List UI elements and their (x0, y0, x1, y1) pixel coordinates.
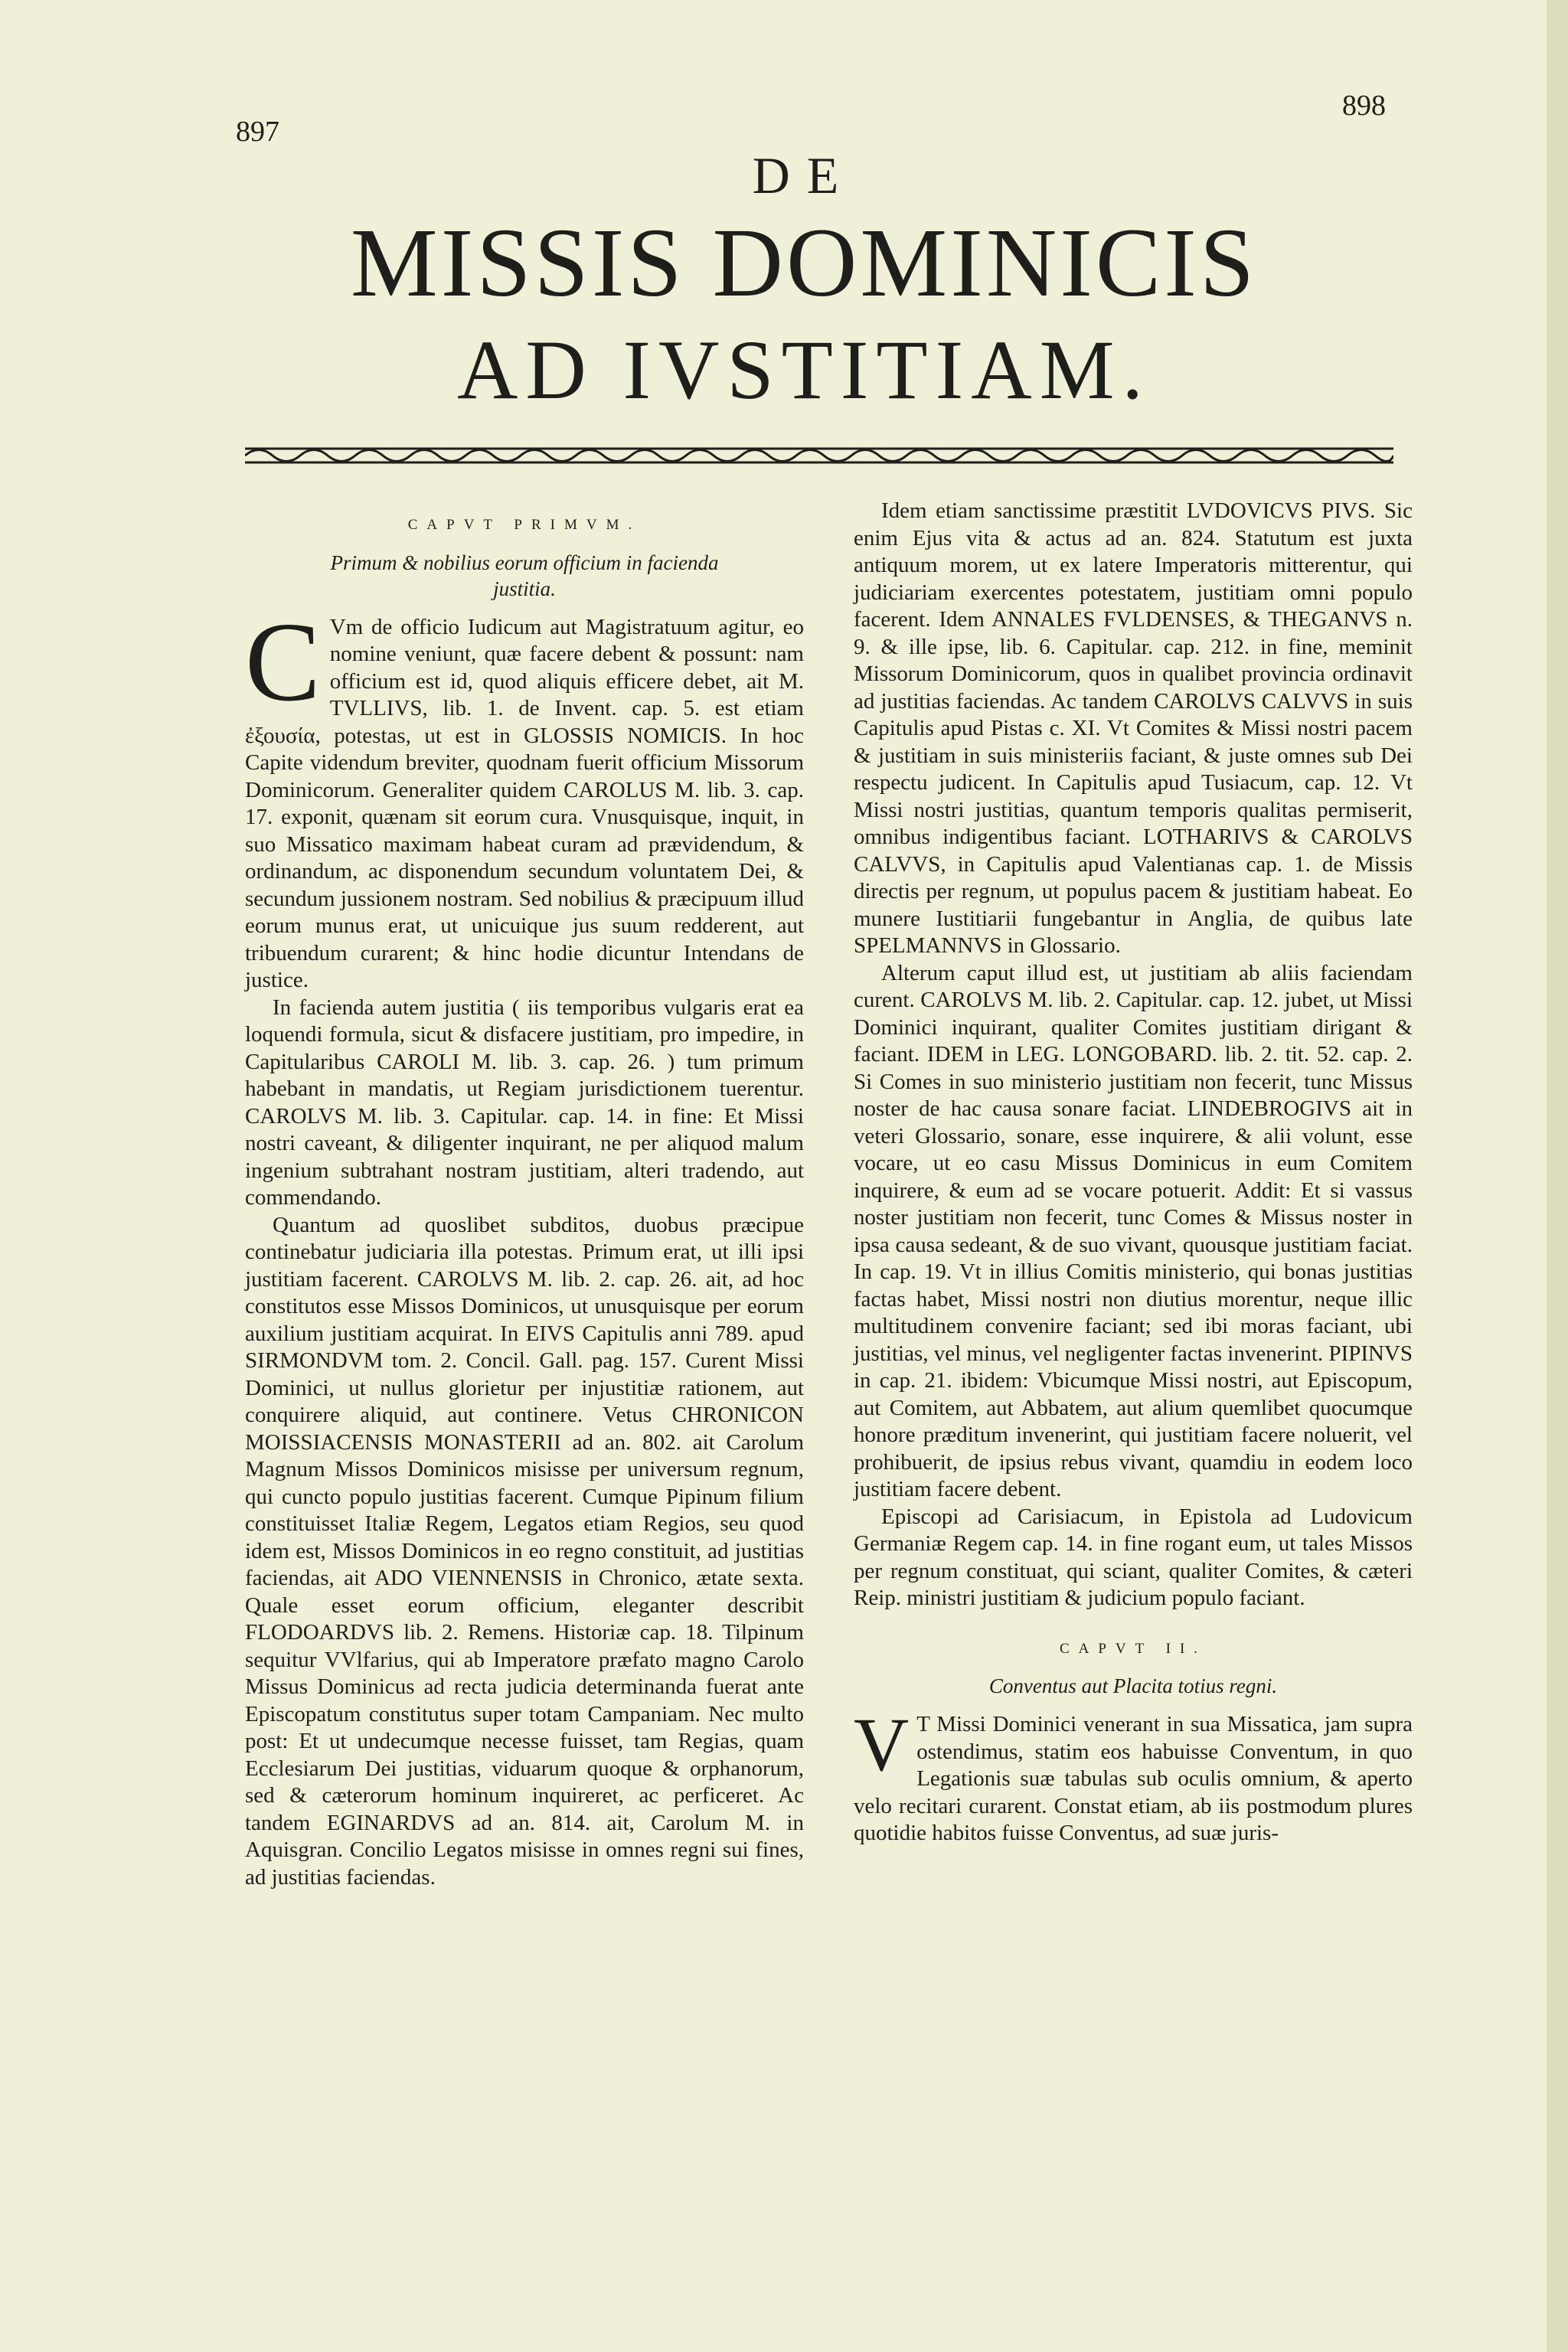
left-column (245, 498, 804, 1891)
paragraph-text: T Missi Dominici venerant in sua Missatica, jam supra ostendimus, statim eos habuisse Conventum, in quo Legationis suæ tabulas sub oculis omnium, & aperto velo recitari curarent. Constat etiam, ab iis postmodum plures quotidie habitos fuisse Conventus, ad suæ juris- (854, 1712, 1413, 1845)
right-column (854, 498, 1413, 1847)
ornamental-rule (245, 443, 1393, 469)
chapter-heading: CAPVT PRIMVM. (407, 517, 642, 533)
paragraph (245, 599, 804, 995)
title-line-3: AD IVSTITIAM. (456, 323, 1151, 416)
paragraph: In facienda autem justitia ( iis temporibus vulgaris erat ea loquendi formula, sicut & disfacere justitiam, pro impedire, in Capitularibus CAROLI M. lib. 3. cap. 26. ) tum primum habebant in mandatis, ut Regiam jurisdictionem tuerentur. CAROLVS M. lib. 3. Capitular. cap. 14. in fine: Et Missi nostri caveant, & diligenter inquirant, ne per aliquod malum ingenium subtrahant nostram justitiam, alteri tradendo, aut commendando. (245, 995, 804, 1210)
drop-cap: V (854, 1702, 910, 1787)
chapter-summary: Conventus aut Placita totius regni. (988, 1674, 1278, 1697)
chapter-heading: CAPVT II. (1059, 1640, 1207, 1657)
drop-cap: C (245, 599, 321, 725)
page-edge (1547, 0, 1568, 2352)
paragraph: Quantum ad quoslibet subditos, duobus præcipue continebatur judiciaria illa potestas. Primum erat, ut illi ipsi justitiam facerent. CAROLVS M. lib. 2. cap. 26. ait, ad hoc constitutos esse Missos Dominicos, ut unusquisque per eorum auxilium justitiam acquirat. In EIVS Capitulis anni 789. apud SIRMONDVM tom. 2. Concil. Gall. pag. 157. Curent Missi Dominici, ut nullus glorietur per injustitiæ rationem, aut conquirere aliquid, aut continere. Vetus CHRONICON MOISSIACENSIS MONASTERII ad an. 802. ait Carolum Magnum Missos Dominicos misisse per universum regnum, qui cuncto populo justitias facerent. Cumque Pipinum filium constituisset Italiæ Regem, Legatos etiam Regios, seu quod idem est, Missos Dominicos in eo regno constituit, ad justitias faciendas, ait ADO VIENNENSIS in Chronico, ætate sexta. Quale esset eorum officium, eleganter describit FLODOARDVS lib. 2. Remens. Historiæ cap. 18. Tilpinum sequitur VVlfarius, qui ab Imperatore præfato magno Carolo Missus Dominicus ad recta judicia determinanda fuerat ante Episcopatum constitutus super totam Campaniam. Nec multo post: Et ut undecumque necesse fuisset, tam Regias, quam Ecclesiarum Dei justitias, viduarum quoque & orphanorum, sed & cæterorum hominum inquireret, ac perficeret. Ac tandem EGINARDVS ad an. 814. ait, Carolum M. in Aquisgran. Concilio Legatos misisse in omnes regni sui fines, ad justitias faciendas. (245, 1212, 804, 1890)
paragraph: Idem etiam sanctissime præstitit LVDOVICVS PIVS. Sic enim Ejus vita & actus ad an. 824. Statutum est juxta antiquum morem, ut ex latere Imperatoris mitterentur, qui judiciariam exercentes potestatem, justitiam omni populo facerent. Idem ANNALES FVLDENSES, & THEGANVS n. 9. & ille ipse, lib. 6. Capitular. cap. 212. in fine, meminit Missorum Dominicorum, quos in qualibet provincia ordinavit ad justitias faciendas. Ac tandem CAROLVS CALVVS in suis Capitulis apud Pistas c. XI. Vt Comites & Missi nostri pacem & justitiam in suis ministeriis faciant, & juste omnes sub Dei respectu judicent. In Capitulis apud Tusiacum, cap. 12. Vt Missi nostri justitias, quantum temporis qualitas permiserit, omnibus indigentibus faciant. LOTHARIVS & CAROLVS CALVVS, in Capitulis apud Valentianas cap. 1. de Missis directis per regnum, ut populus pacem & justitiam habeat. Eo munere Iustitiarii fungebantur in Anglia, de quibus late SPELMANNVS in Glossario. (854, 498, 1413, 958)
paragraph (854, 1702, 1413, 1847)
chapter-summary: Primum & nobilius eorum officium in facienda justitia. (330, 550, 719, 600)
paragraph-text: Vm de officio Iudicum aut Magistratuum agitur, eo nomine veniunt, quæ facere debent & possunt: nam officium est id, quod aliquis efficere debet, ait M. TVLLIVS, lib. 1. de Invent. cap. 5. est etiam ἐξουσία, potestas, ut est in GLOSSIS NOMICIS. In hoc Capite videndum breviter, quodnam fuerit officium Missorum Dominicorum. Generaliter quidem CAROLUS M. lib. 3. cap. 17. exponit, quænam sit eorum cura. Vnusquisque, inquit, in suo Missatico maximam habeat curam ad prævidendum, & ordinandum, ac disponendum secundum voluntatem Dei, & secundum jussionem nostram. Sed nobilius & præcipuum illud eorum munus erat, ut unicuique jus suum redderent, aut tribuendum curarent; & hinc hodie dicuntur Intendans de justice. (245, 614, 804, 992)
page-number-left: 897 (236, 116, 279, 148)
page-number-right: 898 (1342, 90, 1386, 122)
paragraph: Alterum caput illud est, ut justitiam ab aliis faciendam curent. CAROLVS M. lib. 2. Capitular. cap. 12. jubet, ut Missi Dominici inquirant, qualiter Comites justitiam dirigant & faciant. IDEM in LEG. LONGOBARD. lib. 2. tit. 52. cap. 2. Si Comes in suo ministerio justitiam non fecerit, tunc Missus noster de hac causa sonare faciat. LINDEBROGIVS ait in veteri Glossario, sonare, esse inquirere, & alii volunt, esse vocare, ut eo casu Missus Dominicus in eum Comitem inquirere, & eum ad se vocare potuerit. Addit: Et si vassus noster justitiam non fecerit, tunc Comes & Missus noster in ipsa causa sedeant, & de suo vivant, quousque justitiam faciat. In cap. 19. Vt in illius Comitis ministerio, qui bonas justitias factas habet, Missi nostri non diutius morentur, neque illic multitudinem convenire faciant; sed ibi moras faciant, ubi justitias, vel minus, vel negligenter factas invenerint. PIPINVS in cap. 21. ibidem: Vbicumque Missi nostri, aut Episcopum, aut Comitem, aut Abbatem, aut alium quemlibet quocumque honore præditum invenerint, qui justitiam facere noluerit, vel prohibuerit, de ipsius rebus vivant, quamdiu in eodem loco justitiam facere debent. (854, 960, 1413, 1501)
title-line-2: MISSIS DOMINICIS (350, 208, 1258, 317)
paragraph: Episcopi ad Carisiacum, in Epistola ad Ludovicum Germaniæ Regem cap. 14. in fine rogant eum, ut tales Missos per regnum constituat, qui sciant, qualiter Comites, & cæteri Reip. ministri justitiam & judicium populo faciant. (854, 1504, 1413, 1610)
title-line-1: DE (752, 146, 856, 204)
